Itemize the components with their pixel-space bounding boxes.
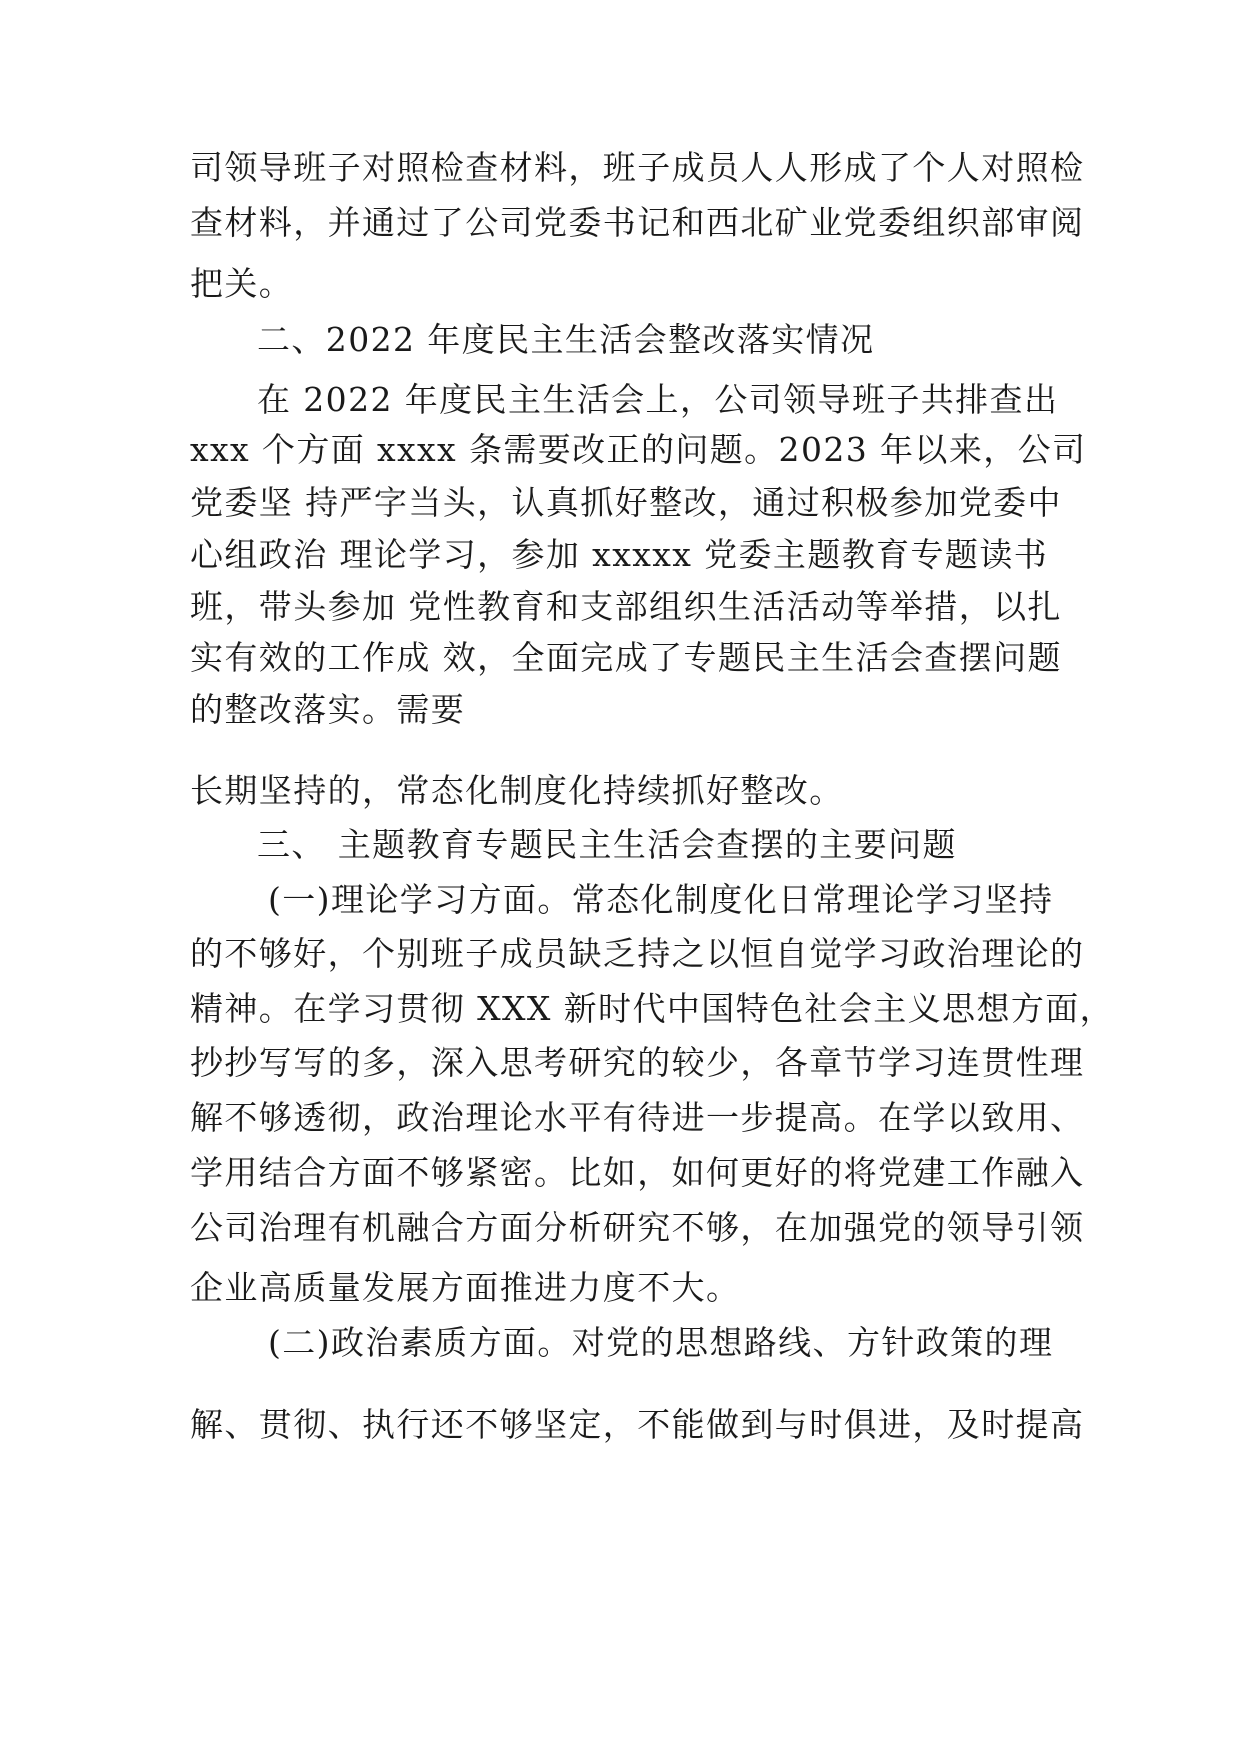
body-text-line: 党委坚 持严字当头，认真抓好整改，通过积极参加党委中 <box>190 483 1062 522</box>
body-text-line: 企业高质量发展方面推进力度不大。 <box>190 1268 741 1307</box>
body-text-line: 精神。在学习贯彻 XXX 新时代中国特色社会主义思想方面， <box>190 989 1115 1028</box>
body-text-line: 长期坚持的，常态化制度化持续抓好整改。 <box>190 771 844 810</box>
subsection-heading-2: (二)政治素质方面。对党的思想路线、方针政策的理 <box>268 1323 1054 1362</box>
body-text-line: 班，带头参加 党性教育和支部组织生活活动等举措，以扎 <box>190 587 1062 626</box>
section-heading-2: 二、2022 年度民主生活会整改落实情况 <box>257 320 875 359</box>
body-text-line: 把关。 <box>190 264 294 303</box>
body-text-line: 抄抄写写的多，深入思考研究的较少，各章节学习连贯性理 <box>190 1043 1085 1082</box>
body-text-line: 解、贯彻、执行还不够坚定，不能做到与时俱进，及时提高 <box>190 1405 1085 1444</box>
subsection-heading-1: (一)理论学习方面。常态化制度化日常理论学习坚持 <box>268 880 1054 919</box>
body-text-line: xxx 个方面 xxxx 条需要改正的问题。2023 年以来，公司 <box>190 430 1087 469</box>
body-text-line: 心组政治 理论学习，参加 xxxxx 党委主题教育专题读书 <box>190 535 1049 574</box>
body-text-line: 查材料，并通过了公司党委书记和西北矿业党委组织部审阅 <box>190 203 1085 242</box>
body-text-line: 解不够透彻，政治理论水平有待进一步提高。在学以致用、 <box>190 1098 1085 1137</box>
body-text-line: 实有效的工作成 效，全面完成了专题民主生活会查摆问题 <box>190 638 1062 677</box>
body-text-line: 学用结合方面不够紧密。比如，如何更好的将党建工作融入 <box>190 1153 1085 1192</box>
body-text-line: 的整改落实。需要 <box>190 690 466 729</box>
body-text-line: 公司治理有机融合方面分析研究不够，在加强党的领导引领 <box>190 1208 1085 1247</box>
body-text-line: 司领导班子对照检查材料，班子成员人人形成了个人对照检 <box>190 148 1085 187</box>
body-text-line: 的不够好，个别班子成员缺乏持之以恒自觉学习政治理论的 <box>190 934 1085 973</box>
body-text-line: 在 2022 年度民主生活会上，公司领导班子共排查出 <box>257 380 1059 419</box>
section-heading-3: 三、 主题教育专题民主生活会查摆的主要问题 <box>257 825 957 864</box>
